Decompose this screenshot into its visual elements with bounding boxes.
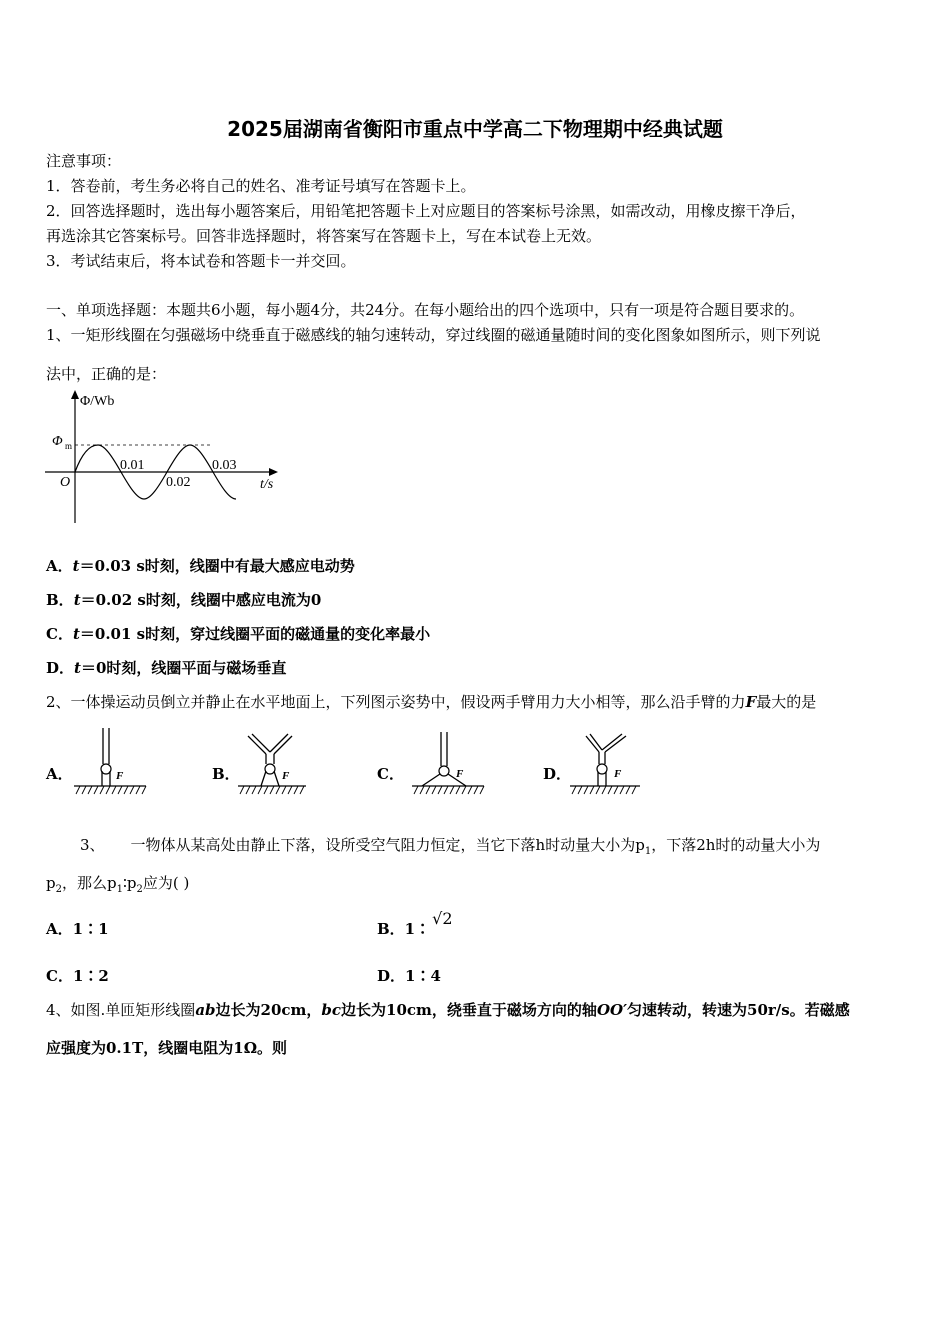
q1-option-c[interactable]	[46, 624, 430, 644]
y-axis-arrow	[71, 390, 79, 399]
option-variable: t	[72, 557, 80, 575]
q3-option-a[interactable]: A．1∶1	[46, 920, 109, 938]
flux-graph-svg	[40, 388, 285, 528]
option-letter: A．	[46, 557, 73, 575]
option-letter: D．	[46, 659, 75, 677]
x-axis-label: t/s	[260, 477, 274, 492]
q2-figure-d	[568, 732, 646, 796]
q2-stem	[46, 692, 816, 712]
q4-text: 边长为20cm，	[215, 1001, 322, 1019]
q2-stem-variable: F	[745, 693, 757, 711]
force-label: F	[282, 770, 290, 782]
q3-text: ∶p	[122, 874, 137, 892]
x-axis-arrow	[269, 468, 278, 476]
origin-label: O	[60, 475, 71, 490]
option-text: ＝0时刻，线圈平面与磁场垂直	[80, 659, 287, 677]
notice-item: 再选涂其它答案标号。回答非选择题时，将答案写在答题卡上，写在本试卷上无效。	[46, 227, 602, 245]
q2-stem-text-end: 最大的是	[756, 693, 817, 711]
q4-text: 匀速转动，转速为50r/s。若磁感	[627, 1001, 850, 1019]
q3-text: 一物体从某高处由静止下落，设所受空气阻力恒定，当它下落h时动量大小为p	[130, 836, 645, 854]
option-text: ＝0.03 s时刻，线圈中有最大感应电动势	[79, 557, 355, 575]
q2-option-c-label[interactable]: C．	[377, 765, 404, 783]
q1-stem: 1、一矩形线圈在匀强磁场中绕垂直于磁感线的轴匀速转动，穿过线圈的磁通量随时间的变化图象如图所示，则下列说	[46, 326, 821, 344]
gymnast-v-legs-wide-arms	[236, 732, 314, 796]
q1-option-b[interactable]	[46, 590, 321, 610]
sqrt-two: √2	[432, 909, 453, 928]
y-axis-label: Φ/Wb	[80, 394, 115, 409]
q4-stem-cont: 应强度为0.1T，线圈电阻为1Ω。则	[46, 1039, 288, 1057]
q2-figure-a	[72, 726, 150, 796]
tick-label-0.02: 0.02	[166, 475, 191, 490]
q2-option-d-label[interactable]: D．	[543, 765, 572, 783]
option-variable: t	[73, 591, 81, 609]
q4-text: 边长为10cm，绕垂直于磁场方向的轴	[341, 1001, 597, 1019]
q3-text: p	[46, 874, 56, 892]
gymnast-straight-arms	[72, 726, 150, 796]
q2-figure-c	[410, 730, 488, 796]
q3-subscript: 2	[136, 884, 143, 895]
notice-item: 3．考试结束后，将本试卷和答题卡一并交回。	[46, 252, 356, 270]
q1-option-a[interactable]	[46, 556, 355, 576]
option-text: B．1∶	[377, 920, 431, 938]
tick-label-0.01: 0.01	[120, 458, 145, 473]
q3-number: 3、	[80, 836, 105, 854]
q3-text: 应为( )	[142, 874, 190, 892]
q3-option-d[interactable]: D．1∶4	[377, 967, 441, 985]
q1-stem-cont: 法中，正确的是：	[46, 365, 167, 383]
q4-stem	[46, 1000, 850, 1020]
section-heading: 一、单项选择题：本题共6小题，每小题4分，共24分。在每小题给出的四个选项中，只有一项是符合题目要求的。	[46, 301, 805, 319]
option-text: ＝0.02 s时刻，线圈中感应电流为0	[80, 591, 322, 609]
option-letter: C．	[46, 625, 73, 643]
q2-stem-text: 2、一体操运动员倒立并静止在水平地面上，下列图示姿势中，假设两手臂用力大小相等，那么沿手臂的力	[46, 693, 746, 711]
phi-m-subscript: m	[65, 441, 73, 451]
q3-subscript: 2	[55, 884, 62, 895]
tick-label-0.03: 0.03	[212, 458, 237, 473]
q3-option-c[interactable]: C．1∶2	[46, 967, 109, 985]
q2-option-b-label[interactable]: B．	[212, 765, 240, 783]
q3-subscript: 1	[644, 846, 652, 857]
page-title: 2025届湖南省衡阳市重点中学高二下物理期中经典试题	[227, 117, 723, 141]
q3-text: ，下落2h时的动量大小为	[651, 836, 821, 854]
notice-item: 1．答卷前，考生务必将自己的姓名、准考证号填写在答题卡上。	[46, 177, 476, 195]
option-variable: t	[72, 625, 80, 643]
q4-variable: bc	[321, 1001, 342, 1019]
q3-option-b[interactable]	[377, 909, 453, 939]
q3-text: ，那么p	[61, 874, 117, 892]
force-label: F	[116, 770, 124, 782]
flux-time-graph	[40, 388, 285, 528]
option-letter: B．	[46, 591, 74, 609]
q3-subscript: 1	[116, 884, 123, 895]
notice-heading: 注意事项：	[46, 152, 122, 170]
q3-stem	[80, 835, 820, 862]
q2-option-a-label[interactable]: A．	[46, 765, 73, 783]
q4-text: 4、如图.单匝矩形线圈	[46, 1001, 196, 1019]
notice-item: 2．回答选择题时，选出每小题答案后，用铅笔把答题卡上对应题目的答案标号涂黑，如需改动，用橡皮擦干净后，	[46, 202, 806, 220]
q2-figure-b	[236, 732, 314, 796]
gymnast-straight-legs-widest-arms	[410, 730, 488, 796]
q1-option-d[interactable]	[46, 658, 286, 678]
gymnast-v-legs-straight-arms	[568, 732, 646, 796]
option-text: ＝0.01 s时刻，穿过线圈平面的磁通量的变化率最小	[79, 625, 431, 643]
q4-variable: ab	[195, 1001, 216, 1019]
q3-stem-cont	[46, 873, 189, 900]
phi-m-label: Φ	[52, 434, 63, 449]
q4-variable: OO′	[596, 1001, 628, 1019]
option-variable: t	[74, 659, 81, 677]
force-label: F	[456, 768, 464, 780]
force-label: F	[614, 768, 622, 780]
